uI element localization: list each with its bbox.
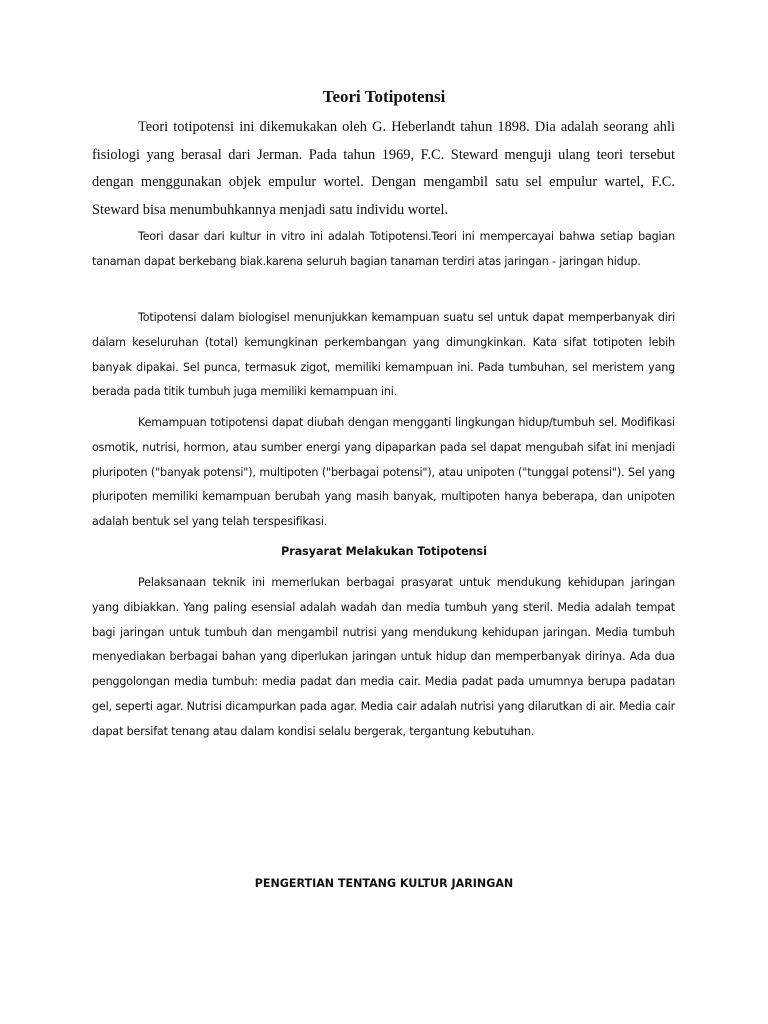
paragraph-kemampuan-totipotensi: Kemampuan totipotensi dapat diubah dengan mengganti lingkungan hidup/tumbuh sel. Modifikasi osmotik, nutrisi, hormon, atau sumber energi yang dipaparkan pada sel dapat mengubah sifat ini menjadi pluripoten ("banyak potensi"), multipoten ("berbagai potensi"), atau unipoten ("tunggal potensi"). Sel yang pluripoten memiliki kemampuan berubah yang masih banyak, multipoten hanya beberapa, dan unipoten adalah bentuk sel yang telah terspesifikasi. xyxy=(92,416,675,529)
page-title: Teori Totipotensi xyxy=(322,87,446,106)
paragraph-intro: Teori totipotensi ini dikemukakan oleh G. Heberlandt tahun 1898. Dia adalah seorang ahli fisiologi yang berasal dari Jerman. Pada tahun 1969, F.C. Steward menguji ulang teori tersebut dengan menggunakan objek empulur wortel. Dengan mengambil satu sel empulur wartel, F.C. Steward bisa menumbuhkannya menjadi satu individu wortel. xyxy=(92,119,675,218)
paragraph-pelaksanaan: Pelaksanaan teknik ini memerlukan berbagai prasyarat untuk mendukung kehidupan jaringan yang dibiakkan. Yang paling esensial adalah wadah dan media tumbuh yang steril. Media adalah tempat bagi jaringan untuk tumbuh dan mengambil nutrisi yang mendukung kehidupan jaringan. Media tumbuh menyediakan berbagai bahan yang diperlukan jaringan untuk hidup dan memperbanyak dirinya. Ada dua penggolongan media tumbuh: media padat dan media cair. Media padat pada umumnya berupa padatan gel, seperti agar. Nutrisi dicampurkan pada agar. Media cair adalah nutrisi yang dilarutkan di air. Media cair dapat bersifat tenang atau dalam kondisi selalu bergerak, tergantung kebutuhan. xyxy=(92,576,675,738)
subheading-prasyarat: Prasyarat Melakukan Totipotensi xyxy=(281,545,487,558)
subheading-pengertian-kultur-jaringan: PENGERTIAN TENTANG KULTUR JARINGAN xyxy=(254,877,514,890)
paragraph-teori-dasar: Teori dasar dari kultur in vitro ini adalah Totipotensi.Teori ini mempercayai bahwa setiap bagian tanaman dapat berkebang biak.karena seluruh bagian tanaman terdiri atas jaringan - jaringan hidup. xyxy=(92,230,675,268)
paragraph-totipotensi-biologi: Totipotensi dalam biologisel menunjukkan kemampuan suatu sel untuk dapat memperbanyak diri dalam keseluruhan (total) kemungkinan perkembangan yang dimungkinkan. Kata sifat totipoten lebih banyak dipakai. Sel punca, termasuk zigot, memiliki kemampuan ini. Pada tumbuhan, sel meristem yang berada pada titik tumbuh juga memiliki kemampuan ini. xyxy=(92,311,675,399)
